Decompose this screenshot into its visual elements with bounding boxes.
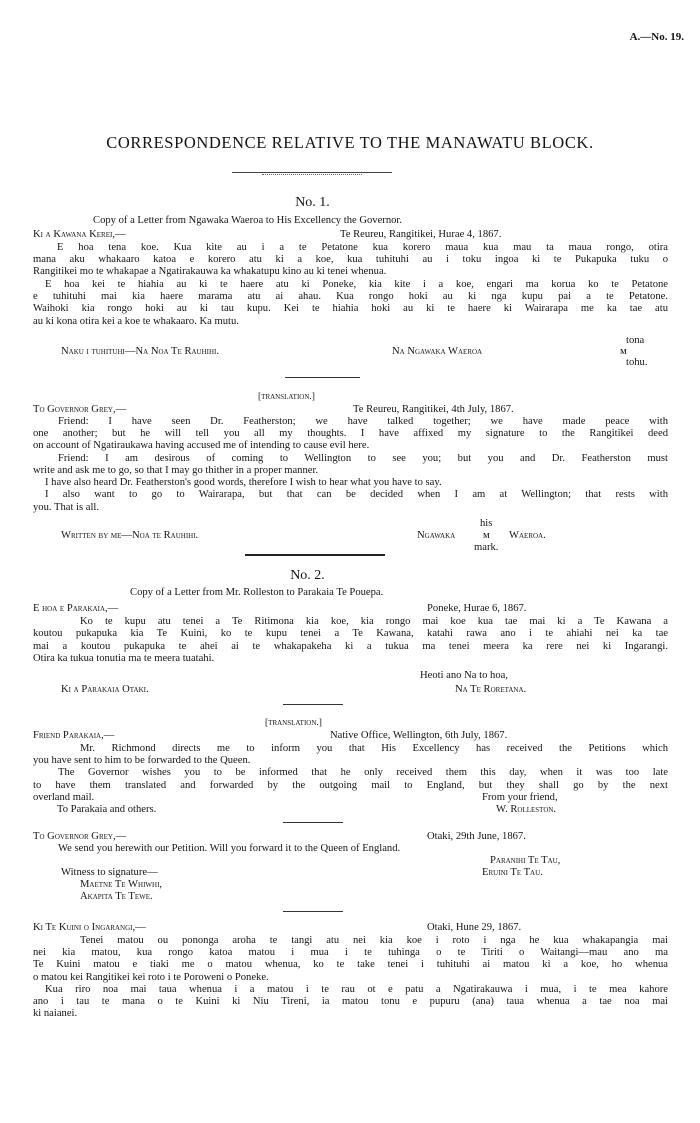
translation1-line: one another; but he will tell you all my thoughts. I have affixed my signature to the Rangitikei deed (33, 428, 668, 439)
translation1-signature-right: Waeroa. (509, 530, 546, 541)
petition-place-date: Otaki, 29th June, 1867. (427, 831, 526, 842)
petition-witness: Akapita Te Tewe. (80, 891, 153, 902)
section-divider (245, 554, 385, 556)
letter1-place-date: Te Reureu, Rangitikei, Hurae 4, 1867. (340, 229, 502, 240)
letter3-line: nei kia matou, kua rongo katoa matou i mua i te tuhinga o te Tiriti o Waitangi—mau ano ma (33, 947, 668, 958)
letter1-caption: Copy of a Letter from Ngawaka Waeroa to His Excellency the Governor. (93, 215, 403, 226)
translation1-heading: [translation.] (258, 392, 315, 402)
translation1-line: Friend: I have seen Dr. Featherston; we have talked together; we have made peace with (58, 416, 668, 427)
translation2-heading: [translation.] (265, 718, 322, 728)
letter2-line: koutou pukapuka kia Te Kuini, ko te kupu tenei a Te Kawana, katahi rawa ano i te ahiahi nei ka tae (33, 628, 668, 639)
letter3-line: Te Kuini matou e tiaki me o matou whenua, ko te take tenei i tuhituhi ai matou ki a koe, ho whenua (33, 959, 668, 970)
letter1-line: e tuhituhi mai kia haere marama atu ai ahau. Kua rongo hoki au ki nga kupu pai a te Petatone. (33, 291, 668, 302)
letter3-line: o matou kei Rangitikei kei roto i te Poroweni o Poneke. (33, 972, 269, 983)
document-title: CORRESPONDENCE RELATIVE TO THE MANAWATU BLOCK. (106, 133, 594, 152)
letter2-addressee: Ki a Parakaia Otaki. (61, 684, 149, 695)
translation1-line: I also want to go to Wairarapa, but that can be decided when I am at Wellington; that rests with (45, 489, 668, 500)
letter2-line: mai a koutou pukapuka te ahei ai te whakapakeha ki a tukua ma tenei meera ka rere nei ki Ingarangi. (33, 641, 668, 652)
letter3-salutation: Ki Te Kuini o Ingarangi,— (33, 922, 146, 933)
letter1-line: au ki kona otira kei a koe te whakaaro. Ka mutu. (33, 316, 239, 327)
translation2-line: The Governor wishes you to be informed that he only received them this day, when it was too late (58, 767, 668, 778)
translation2-place-date: Native Office, Wellington, 6th July, 1867. (330, 730, 508, 741)
translation1-place-date: Te Reureu, Rangitikei, 4th July, 1867. (353, 404, 514, 415)
translation1-signature-symbol: ᴍ (483, 530, 490, 541)
translation2-line: Mr. Richmond directs me to inform you that His Excellency has received the Petitions which (80, 743, 668, 754)
letter3-line: ki naianei. (33, 1008, 78, 1019)
petition-witness: Maetne Te Whiwhi, (80, 879, 163, 890)
letter1-salutation: Ki a Kawana Kerei,— (33, 229, 126, 240)
petition-witness-label: Witness to signature— (61, 867, 158, 878)
translation1-mark-top: his (480, 518, 493, 529)
letter2-line: Ko te kupu atu tenei a Te Ritimona kia koe, kia rongo mai koe kua tae mai ki a Te Kawana a (80, 616, 668, 627)
petition-body: We send you herewith our Petition. Will you forward it to the Queen of England. (58, 843, 401, 854)
translation2-signature: W. Rolleston. (496, 804, 557, 815)
letter1-line: E hoa tena koe. Kua kite au i a te Petatone kua korero maua kua mau ta maua rongo, otira (57, 242, 668, 253)
divider (283, 911, 343, 912)
translation2-addressee: To Parakaia and others. (57, 804, 157, 815)
letter1-mark-bottom: tohu. (626, 357, 648, 368)
letter2-line: Otira ka tukua tonutia ma te meera tuatahi. (33, 653, 215, 664)
letter3-line: Tenei matou ou pononga aroha te tangi atu nei kia koe i roto i nga he kua whakapangia mai (80, 935, 668, 946)
translation1-line: you. That is all. (33, 502, 100, 513)
translation1-signature-left: Ngawaka (417, 530, 456, 541)
letter1-line: mana aku whakaaro katoa e korero atu ki a koe, kua tuhituhi au i toku ingoa ki te Pukapuka tuku o (33, 254, 668, 265)
translation2-line: overland mail. (33, 792, 95, 803)
translation1-line: Friend: I am desirous of coming to Wellington to see you; but you and Dr. Featherston must (58, 453, 668, 464)
translation1-line: write and ask me to go, so that I may go thither in a proper manner. (33, 465, 319, 476)
letter2-salutation: E hoa e Parakaia,— (33, 603, 119, 614)
title-ornament (232, 172, 392, 175)
petition-salutation: To Governor Grey,— (33, 831, 127, 842)
divider (283, 704, 343, 705)
letter3-place-date: Otaki, Hune 29, 1867. (427, 922, 522, 933)
letter3-line: Kua riro noa mai taua whenua i a matou i te rau ot e patu a Ngatirakauwa i mua, i te mea kahore (45, 984, 668, 995)
letter2-place-date: Poneke, Hurae 6, 1867. (427, 603, 527, 614)
petition-signatory: Paranihi Te Tau, (490, 855, 561, 866)
translation2-line: you have sent to him to be forwarded to the Queen. (33, 755, 251, 766)
translation1-mark-bottom: mark. (474, 542, 499, 553)
letter1-signature: Na Ngawaka Waeroa (392, 346, 483, 357)
translation2-salutation: Friend Parakaia,— (33, 730, 115, 741)
divider (285, 377, 360, 378)
translation2-line: to have them translated and forwarded by the outgoing mail to England, but they shall go by the next (33, 780, 668, 791)
translation2-closing: From your friend, (482, 792, 558, 803)
letter1-line: E hoa kei te hiahia au ki te haere atu ki Poneke, kia kite i a koe, engari ma korua ko te Petatone (45, 279, 668, 290)
translation1-written-by: Written by me—Noa te Rauhihi. (61, 530, 199, 541)
letter1-mark-symbol: ᴍ (620, 346, 627, 357)
letter2-number: No. 2. (290, 568, 325, 583)
letter1-line: Waihoki kia rongo hoki au ki tau kupu. Kei te hiahia hoki au ki te haere ki Wairarapa me ka tae atu (33, 303, 668, 314)
page-id: A.—No. 19. (629, 31, 684, 43)
letter1-written-by: Naku i tuhituhi—Na Noa Te Rauhihi. (61, 346, 220, 357)
translation1-line: on account of Ngatiraukawa having accused me of intending to cause evil here. (33, 440, 370, 451)
translation1-line: I have also heard Dr. Featherston's good words, therefore I wish to hear what you have to say. (45, 477, 442, 488)
translation1-salutation: To Governor Grey,— (33, 404, 127, 415)
letter3-line: ano i tau te mana o te Kuini ki Niu Tireni, ia matou tonu e pupuru (ana) taua whenua a tae noa mai (33, 996, 668, 1007)
letter2-closing: Heoti ano Na to hoa, (420, 670, 508, 681)
letter2-caption: Copy of a Letter from Mr. Rolleston to Parakaia Te Pouepa. (130, 587, 384, 598)
letter2-signature: Na Te Roretana. (455, 684, 527, 695)
petition-signatory: Eruini Te Tau. (482, 867, 543, 878)
letter1-line: Rangitikei mo te whakapae a Ngatirakauwa ka whakatupu kino au ki tenei whenua. (33, 266, 387, 277)
letter1-mark-top: tona (626, 335, 645, 346)
divider (283, 822, 343, 823)
letter1-number: No. 1. (295, 195, 330, 210)
